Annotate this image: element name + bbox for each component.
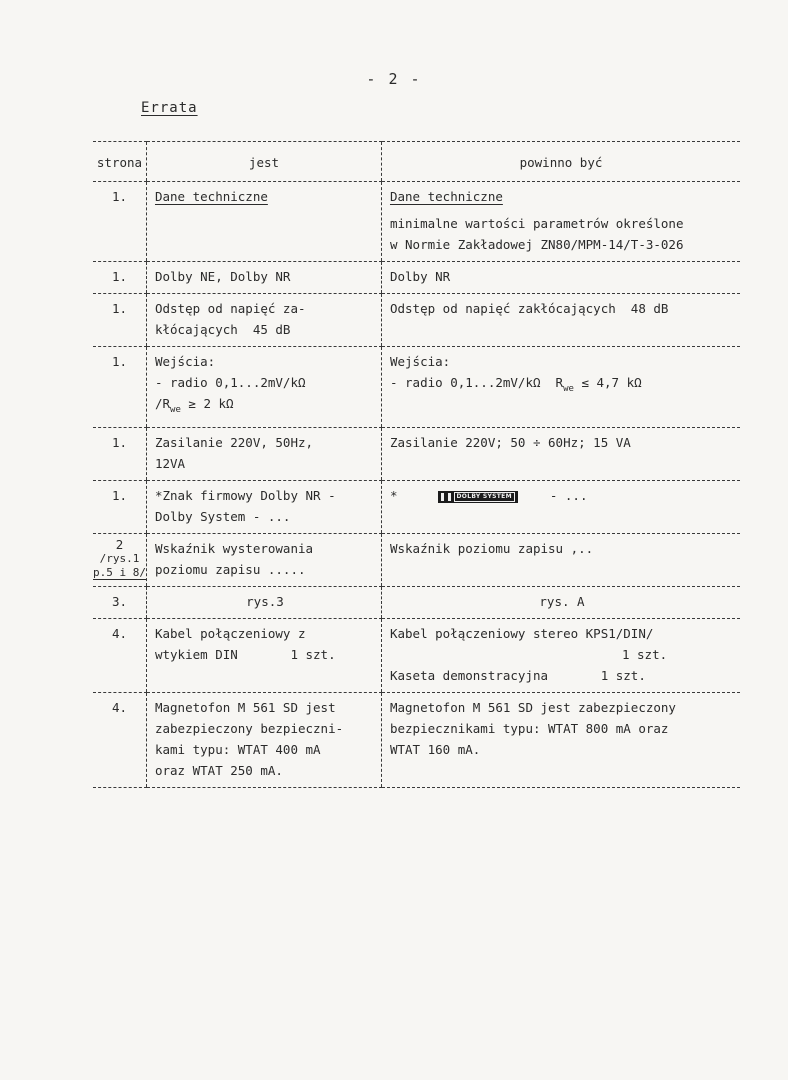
- page-cell: 1.: [93, 262, 146, 294]
- errata-table: [93, 141, 740, 788]
- header-should-be: powinno być: [381, 142, 740, 182]
- is-line: Zasilanie 220V, 50Hz,: [154, 435, 314, 450]
- should-be-line: w Normie Zakładowej ZN80/MPM-14/T-3-026: [389, 237, 684, 252]
- should-be-cell: [381, 347, 740, 428]
- is-cell: [146, 294, 381, 347]
- is-cell: [146, 587, 381, 619]
- table-header-row: [93, 142, 740, 182]
- table-row: [93, 262, 740, 294]
- is-line: kami typu: WTAT 400 mA: [154, 742, 321, 757]
- should-be-line: Dolby NR: [389, 269, 451, 284]
- table-row: [93, 347, 740, 428]
- page-cell: [93, 534, 146, 587]
- table-row: [93, 619, 740, 693]
- should-be-line: Dane techniczne: [389, 189, 503, 204]
- is-line: Wejścia:: [154, 354, 216, 369]
- should-be-line: 1 szt.: [621, 647, 668, 662]
- page-cell: 4.: [93, 619, 146, 693]
- is-cell: [146, 428, 381, 481]
- is-cell: [146, 262, 381, 294]
- table-row: [93, 294, 740, 347]
- table-row: [93, 693, 740, 788]
- is-cell: [146, 693, 381, 788]
- should-be-line: Zasilanie 220V; 50 ÷ 60Hz; 15 VA: [389, 435, 631, 450]
- is-line: Dolby System - ...: [154, 509, 291, 524]
- is-text: ≥ 2 kΩ: [180, 396, 234, 411]
- dolby-system-logo: [438, 491, 518, 503]
- should-be-cell: [381, 587, 740, 619]
- table-row: [93, 587, 740, 619]
- is-line: [155, 393, 375, 421]
- page-cell: 3.: [93, 587, 146, 619]
- should-be-cell: [381, 481, 740, 534]
- page-cell: 1.: [93, 182, 146, 262]
- should-be-cell: [381, 619, 740, 693]
- should-be-line: Wskaźnik poziomu zapisu ,..: [389, 541, 594, 556]
- table-row: [93, 481, 740, 534]
- should-be-cell: [381, 182, 740, 262]
- page-extra-text: p.5 i 8/: [93, 566, 146, 579]
- should-be-cell: [381, 428, 740, 481]
- should-be-text: ≤ 4,7 kΩ: [573, 375, 642, 390]
- is-line: kłócających 45 dB: [154, 322, 291, 337]
- should-be-line: bezpiecznikami typu: WTAT 800 mA oraz: [389, 721, 669, 736]
- is-line: Odstęp od napięć za-: [154, 301, 306, 316]
- dolby-logo-text: DOLBY SYSTEM: [454, 492, 515, 502]
- should-be-line: Odstęp od napięć zakłócających 48 dB: [389, 301, 669, 316]
- is-cell: [146, 182, 381, 262]
- header-page: strona: [93, 142, 146, 182]
- is-cell: [146, 534, 381, 587]
- should-be-line: Kabel połączeniowy stereo KPS1/DIN/: [389, 626, 654, 641]
- should-be-line: [390, 372, 734, 400]
- is-line: Dane techniczne: [154, 189, 268, 204]
- is-line: Wskaźnik wysterowania: [154, 541, 314, 556]
- header-is: jest: [146, 142, 381, 182]
- is-line: oraz WTAT 250 mA.: [154, 763, 283, 778]
- is-line: rys.3: [246, 594, 284, 609]
- should-be-subscript: we: [563, 384, 574, 394]
- should-be-line: minimalne wartości parametrów określone: [389, 216, 684, 231]
- should-be-line: rys. A: [539, 594, 585, 609]
- should-be-cell: [381, 534, 740, 587]
- page-cell: 4.: [93, 693, 146, 788]
- asterisk-mark: *: [389, 488, 398, 503]
- table-row: [93, 182, 740, 262]
- table-row: [93, 428, 740, 481]
- is-line: 12VA: [154, 456, 186, 471]
- is-line: *Znak firmowy Dolby NR -: [154, 488, 336, 503]
- page-cell: 1.: [93, 347, 146, 428]
- is-line: Kabel połączeniowy z: [154, 626, 306, 641]
- should-be-line: Kaseta demonstracyjna 1 szt.: [389, 668, 646, 683]
- page-cell: 1.: [93, 294, 146, 347]
- should-be-text: - radio 0,1...2mV/kΩ R: [389, 375, 564, 390]
- page-cell: 1.: [93, 428, 146, 481]
- should-be-cell: [381, 693, 740, 788]
- is-line: Dolby NE, Dolby NR: [154, 269, 291, 284]
- should-be-line: Magnetofon M 561 SD jest zabezpieczony: [389, 700, 676, 715]
- is-cell: [146, 619, 381, 693]
- doc-title: Errata: [141, 100, 198, 116]
- should-be-cell: [381, 262, 740, 294]
- is-line: zabezpieczony bezpieczni-: [154, 721, 344, 736]
- is-line: poziomu zapisu .....: [154, 562, 306, 577]
- should-be-text: - ...: [549, 488, 588, 503]
- is-subscript: we: [170, 405, 181, 415]
- double-d-icon: [441, 493, 451, 501]
- is-cell: [146, 347, 381, 428]
- is-line: - radio 0,1...2mV/kΩ: [154, 375, 306, 390]
- page-number: - 2 -: [366, 70, 422, 88]
- should-be-line: Wejścia:: [389, 354, 451, 369]
- should-be-line: WTAT 160 mA.: [389, 742, 481, 757]
- table-row: [93, 534, 740, 587]
- should-be-line: [390, 485, 734, 506]
- is-line: wtykiem DIN 1 szt.: [154, 647, 336, 662]
- page-text: 2: [115, 537, 124, 552]
- is-text: /R: [154, 396, 171, 411]
- is-cell: [146, 481, 381, 534]
- should-be-cell: [381, 294, 740, 347]
- page-extra-text: /rys.1: [99, 552, 140, 565]
- page-cell: 1.: [93, 481, 146, 534]
- is-line: Magnetofon M 561 SD jest: [154, 700, 336, 715]
